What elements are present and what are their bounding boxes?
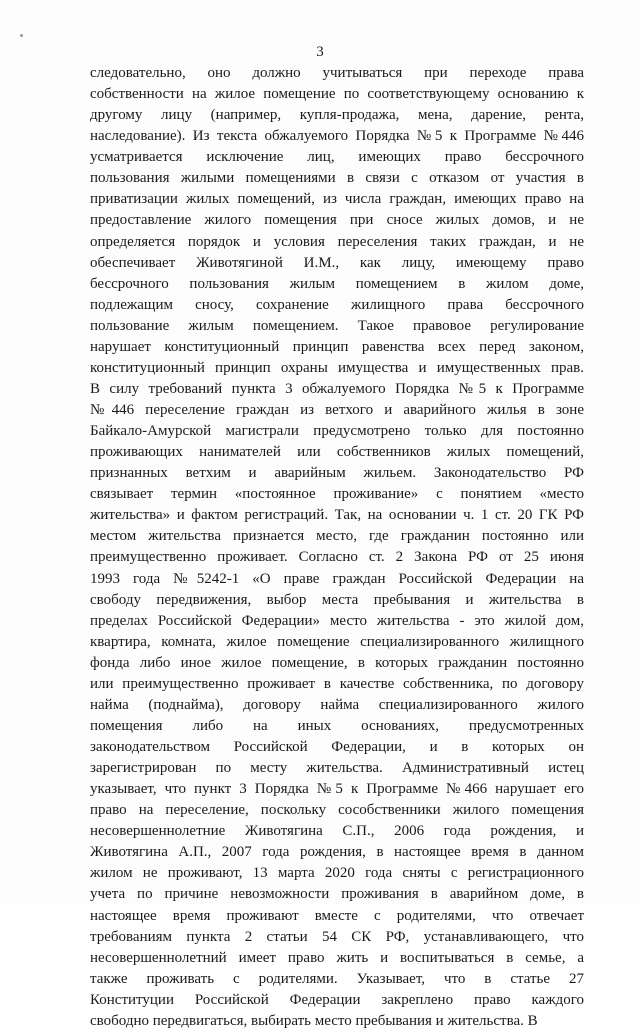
text-line: обеспечивает Животягиной И.М., как лицу, имеющему право xyxy=(90,254,584,271)
text-line: фонда либо иное жилое помещение, в которых гражданин постоянно xyxy=(90,654,584,671)
text-line: усматривается исключение лиц, имеющих право бессрочного xyxy=(90,149,584,166)
text-line: Животягина А.П., 2007 года рождения, в настоящее время в данном xyxy=(90,844,584,861)
text-line: квартира, комната, жилое помещение специализированного жилищного xyxy=(90,633,584,650)
text-line: также проживать с родителями. Указывает, что в статье 27 xyxy=(90,970,584,987)
text-line: предоставление жилого помещения при сносе жилых домов, и не xyxy=(90,212,584,229)
text-line: пользования жилыми помещениями в связи с отказом от участия в xyxy=(90,170,584,187)
text-line: №446 переселение граждан из ветхого и аварийного жилья в зоне xyxy=(90,402,584,418)
text-line: другому лицу (например, купля-продажа, мена, дарение, рента, xyxy=(90,107,584,124)
text-line: местом жительства признается место, где гражданин постоянно или xyxy=(90,528,584,545)
text-line: определяется порядок и условия переселения таких граждан, и не xyxy=(90,233,584,250)
text-line: связывает термин «постоянное проживание» с понятием «место xyxy=(90,486,584,503)
text-line: подлежащим сносу, сохранение жилищного права бессрочного xyxy=(90,296,584,313)
scan-artifact-dot xyxy=(20,34,23,37)
text-line: указывает, что пункт 3 Порядка №5 к Программе №466 нарушает его xyxy=(90,781,584,798)
text-line: зарегистрирован по месту жительства. Административный истец xyxy=(90,760,584,777)
text-line: конституционный принцип охраны имущества и имущественных прав. xyxy=(90,359,584,376)
text-line: собственности на жилое помещение по соответствующему основанию к xyxy=(90,86,584,103)
text-line: бессрочного пользования жилым помещением в жилом доме, xyxy=(90,275,584,292)
text-line: настоящее время проживают вместе с родителями, что отвечает xyxy=(90,907,584,924)
text-line: приватизации жилых помещений, из числа граждан, имеющих право на xyxy=(90,191,584,208)
text-line: несовершеннолетние Животягина С.П., 2006 года рождения, и xyxy=(90,823,584,840)
text-line: найма (поднайма), договору найма специализированного жилого xyxy=(90,696,584,713)
text-line: проживающих нанимателей или собственников жилых помещений, xyxy=(90,444,584,461)
text-line: несовершеннолетний имеет право жить и воспитываться в семье, а xyxy=(90,949,584,966)
text-line: требованиям пункта 2 статьи 54 СК РФ, устанавливающего, что xyxy=(90,928,584,945)
text-line: пределах Российской Федерации» место жительства - это жилой дом, xyxy=(90,612,584,629)
text-line: учета по причине невозможности проживания в аварийном доме, в xyxy=(90,886,584,903)
text-line: наследование). Из текста обжалуемого Порядка №5 к Программе №446 xyxy=(90,128,584,145)
page-number: 3 xyxy=(316,44,324,60)
text-line: помещения либо на иных основаниях, предусмотренных xyxy=(90,717,584,734)
text-line: или преимущественно проживает в качестве собственника, по договору xyxy=(90,675,584,692)
text-line: пользование жилым помещением. Такое правовое регулирование xyxy=(90,317,584,334)
text-line: признанных ветхим и аварийным жильем. Законодательство РФ xyxy=(90,465,584,482)
text-line: следовательно, оно должно учитываться при переходе права xyxy=(90,65,584,81)
text-line: право на переселение, поскольку сособственники жилого помещения xyxy=(90,802,584,819)
text-line: нарушает конституционный принцип равенства всех перед законом, xyxy=(90,338,584,355)
text-line: В силу требований пункта 3 обжалуемого Порядка №5 к Программе xyxy=(90,380,584,397)
document-body xyxy=(90,63,584,1032)
text-line: жительства» и фактом регистраций. Так, на основании ч. 1 ст. 20 ГК РФ xyxy=(90,507,584,524)
text-line: жилом не проживают, 13 марта 2020 года сняты с регистрационного xyxy=(90,865,584,882)
text-line: преимущественно проживает. Согласно ст. 2 Закона РФ от 25 июня xyxy=(90,549,584,566)
text-line: свободу передвижения, выбор места пребывания и жительства в xyxy=(90,591,584,608)
text-line: Байкало-Амурской магистрали предусмотрено только для постоянно xyxy=(90,423,584,440)
text-line: Конституции Российской Федерации закреплено право каждого xyxy=(90,991,584,1008)
text-line: законодательством Российской Федерации, и в которых он xyxy=(90,739,584,755)
text-line: 1993 года №5242-1 «О праве граждан Российской Федерации на xyxy=(90,570,584,587)
text-line: свободно передвигаться, выбирать место пребывания и жительства. В xyxy=(90,1012,538,1029)
